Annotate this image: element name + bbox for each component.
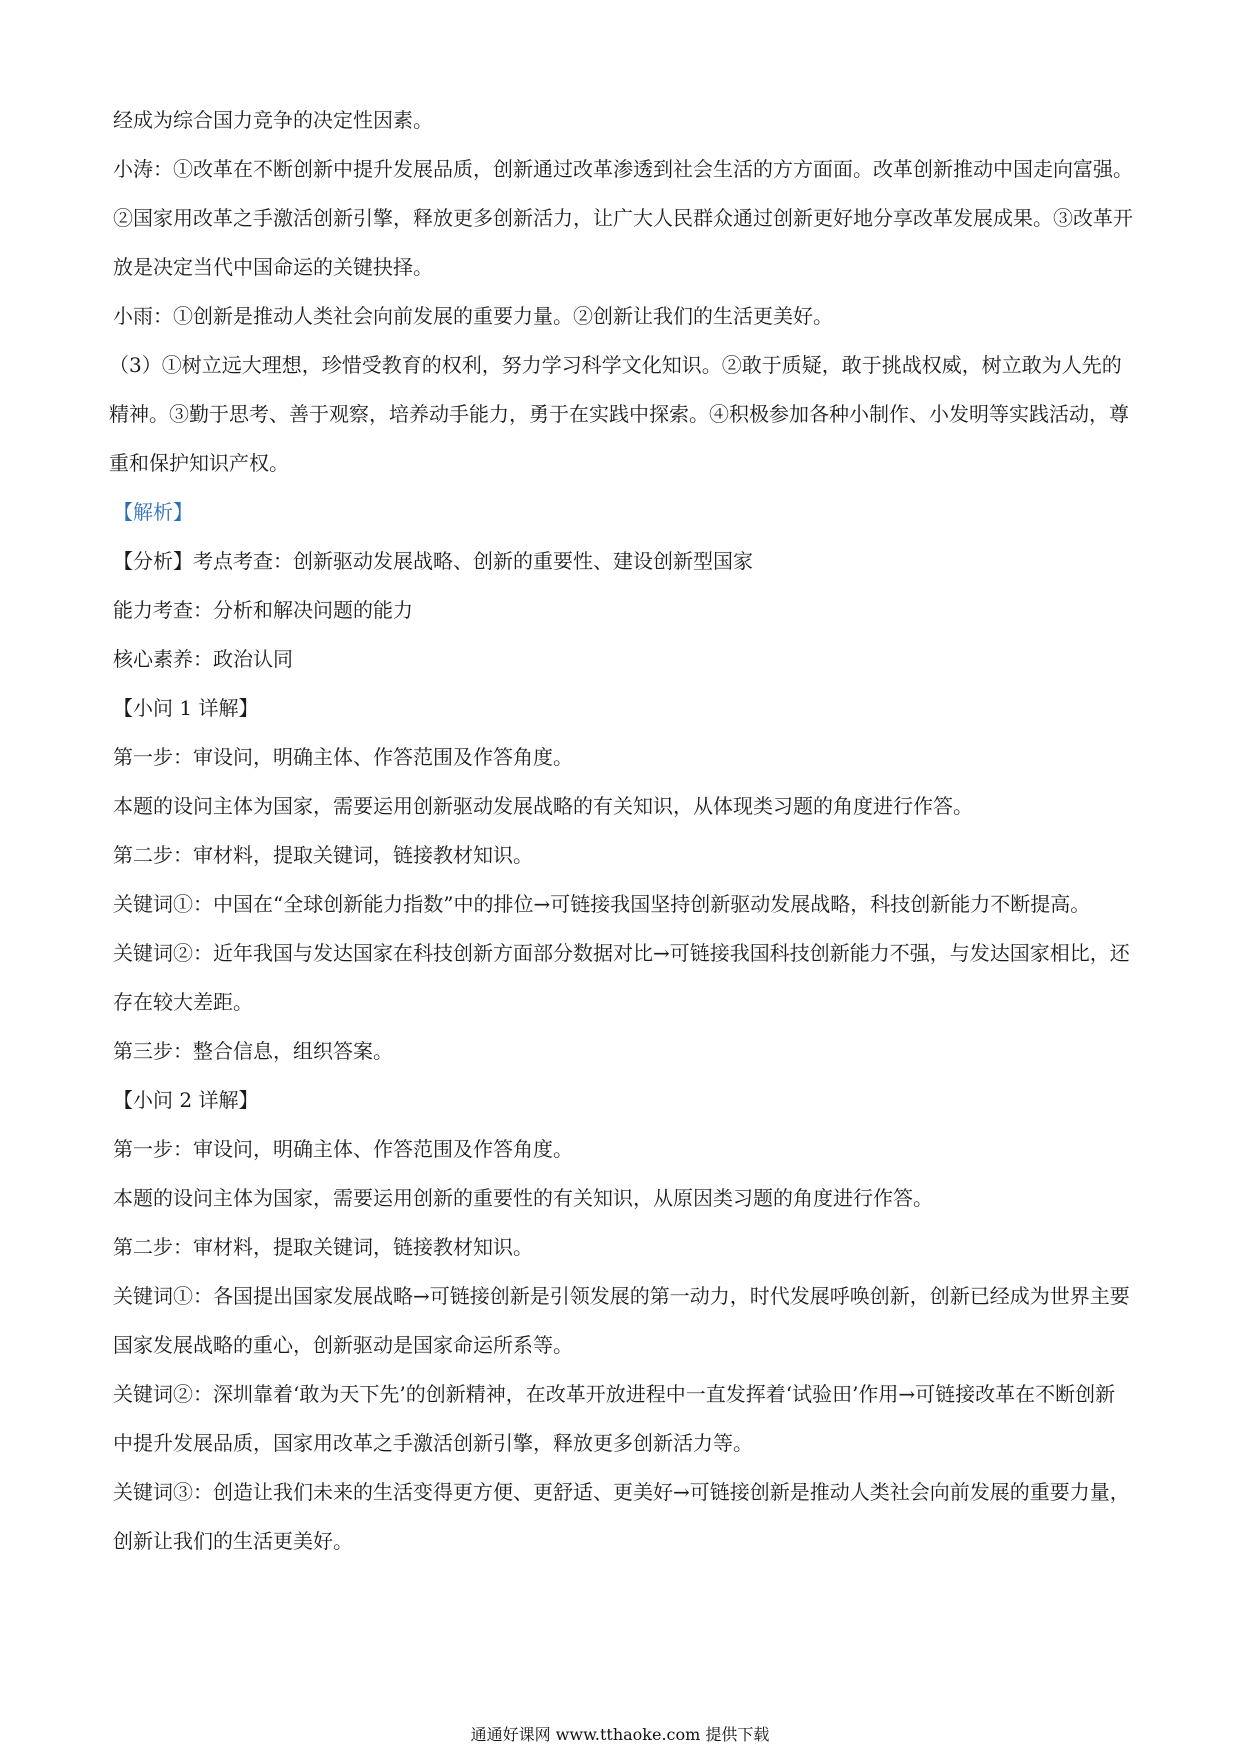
paragraph-q1-keyword-1: 关键词①：中国在“全球创新能力指数”中的排位→可链接我国坚持创新驱动发展战略，科技创新能力不断提高。 [113,892,1091,916]
paragraph-q1-keyword-2: 关键词②：近年我国与发达国家在科技创新方面部分数据对比→可链接我国科技创新能力不强，与发达国家相比，还存在较大差距。 [113,941,1130,1014]
paragraph-q2-keyword-1: 关键词①：各国提出国家发展战略→可链接创新是引领发展的第一动力，时代发展呼唤创新，创新已经成为世界主要国家发展战略的重心，创新驱动是国家命运所系等。 [113,1284,1130,1357]
paragraph-ability: 能力考查：分析和解决问题的能力 [113,598,413,622]
paragraph-q2-keyword-3: 关键词③：创造让我们未来的生活变得更方便、更舒适、更美好→可链接创新是推动人类社会向前发展的重要力量，创新让我们的生活更美好。 [113,1480,1130,1553]
paragraph-answer-3: （3）①树立远大理想，珍惜受教育的权利，努力学习科学文化知识。②敢于质疑，敢于挑战权威，树立敢为人先的精神。③勤于思考、善于观察，培养动手能力，勇于在实践中探索。④积极参加各种小制作、小发明等实践活动，尊重和保护知识产权。 [109,353,1129,475]
paragraph-q2-step1: 第一步：审设问，明确主体、作答范围及作答角度。 [113,1137,573,1161]
page-footer: 通通好课网 www.tthaoke.com 提供下载 [470,1725,770,1744]
heading-question-2: 【小问 2 详解】 [113,1088,259,1112]
paragraph-conclusion-tail: 经成为综合国力竞争的决定性因素。 [113,108,433,132]
heading-analysis: 【解析】 [113,500,193,524]
paragraph-q1-step2: 第二步：审材料，提取关键词，链接教材知识。 [113,843,533,867]
paragraph-analysis-topics: 【分析】考点考查：创新驱动发展战略、创新的重要性、建设创新型国家 [113,549,753,573]
paragraph-q2-keyword-2: 关键词②：深圳靠着‘敢为天下先’的创新精神，在改革开放进程中一直发挥着‘试验田’作用→可链接改革在不断创新中提升发展品质，国家用改革之手激活创新引擎，释放更多创新活力等。 [113,1382,1116,1455]
paragraph-q2-step2: 第二步：审材料，提取关键词，链接教材知识。 [113,1235,533,1259]
paragraph-q1-step3: 第三步：整合信息，组织答案。 [113,1039,393,1063]
heading-question-1: 【小问 1 详解】 [113,696,259,720]
paragraph-q1-subject: 本题的设问主体为国家，需要运用创新驱动发展战略的有关知识，从体现类习题的角度进行作答。 [113,794,973,818]
paragraph-xiaoyu: 小雨：①创新是推动人类社会向前发展的重要力量。②创新让我们的生活更美好。 [113,304,833,328]
paragraph-q2-subject: 本题的设问主体为国家，需要运用创新的重要性的有关知识，从原因类习题的角度进行作答。 [113,1186,933,1210]
page-body [109,96,1133,1566]
paragraph-q1-step1: 第一步：审设问，明确主体、作答范围及作答角度。 [113,745,573,769]
paragraph-core-literacy: 核心素养：政治认同 [113,647,293,671]
paragraph-xiaotao: 小涛：①改革在不断创新中提升发展品质，创新通过改革渗透到社会生活的方方面面。改革创新推动中国走向富强。 ②国家用改革之手激活创新引擎，释放更多创新活力，让广大人民群众通过创新更好地分享改革发展成果。③改革开放是决定当代中国命运的关键抉择。 [113,157,1133,279]
